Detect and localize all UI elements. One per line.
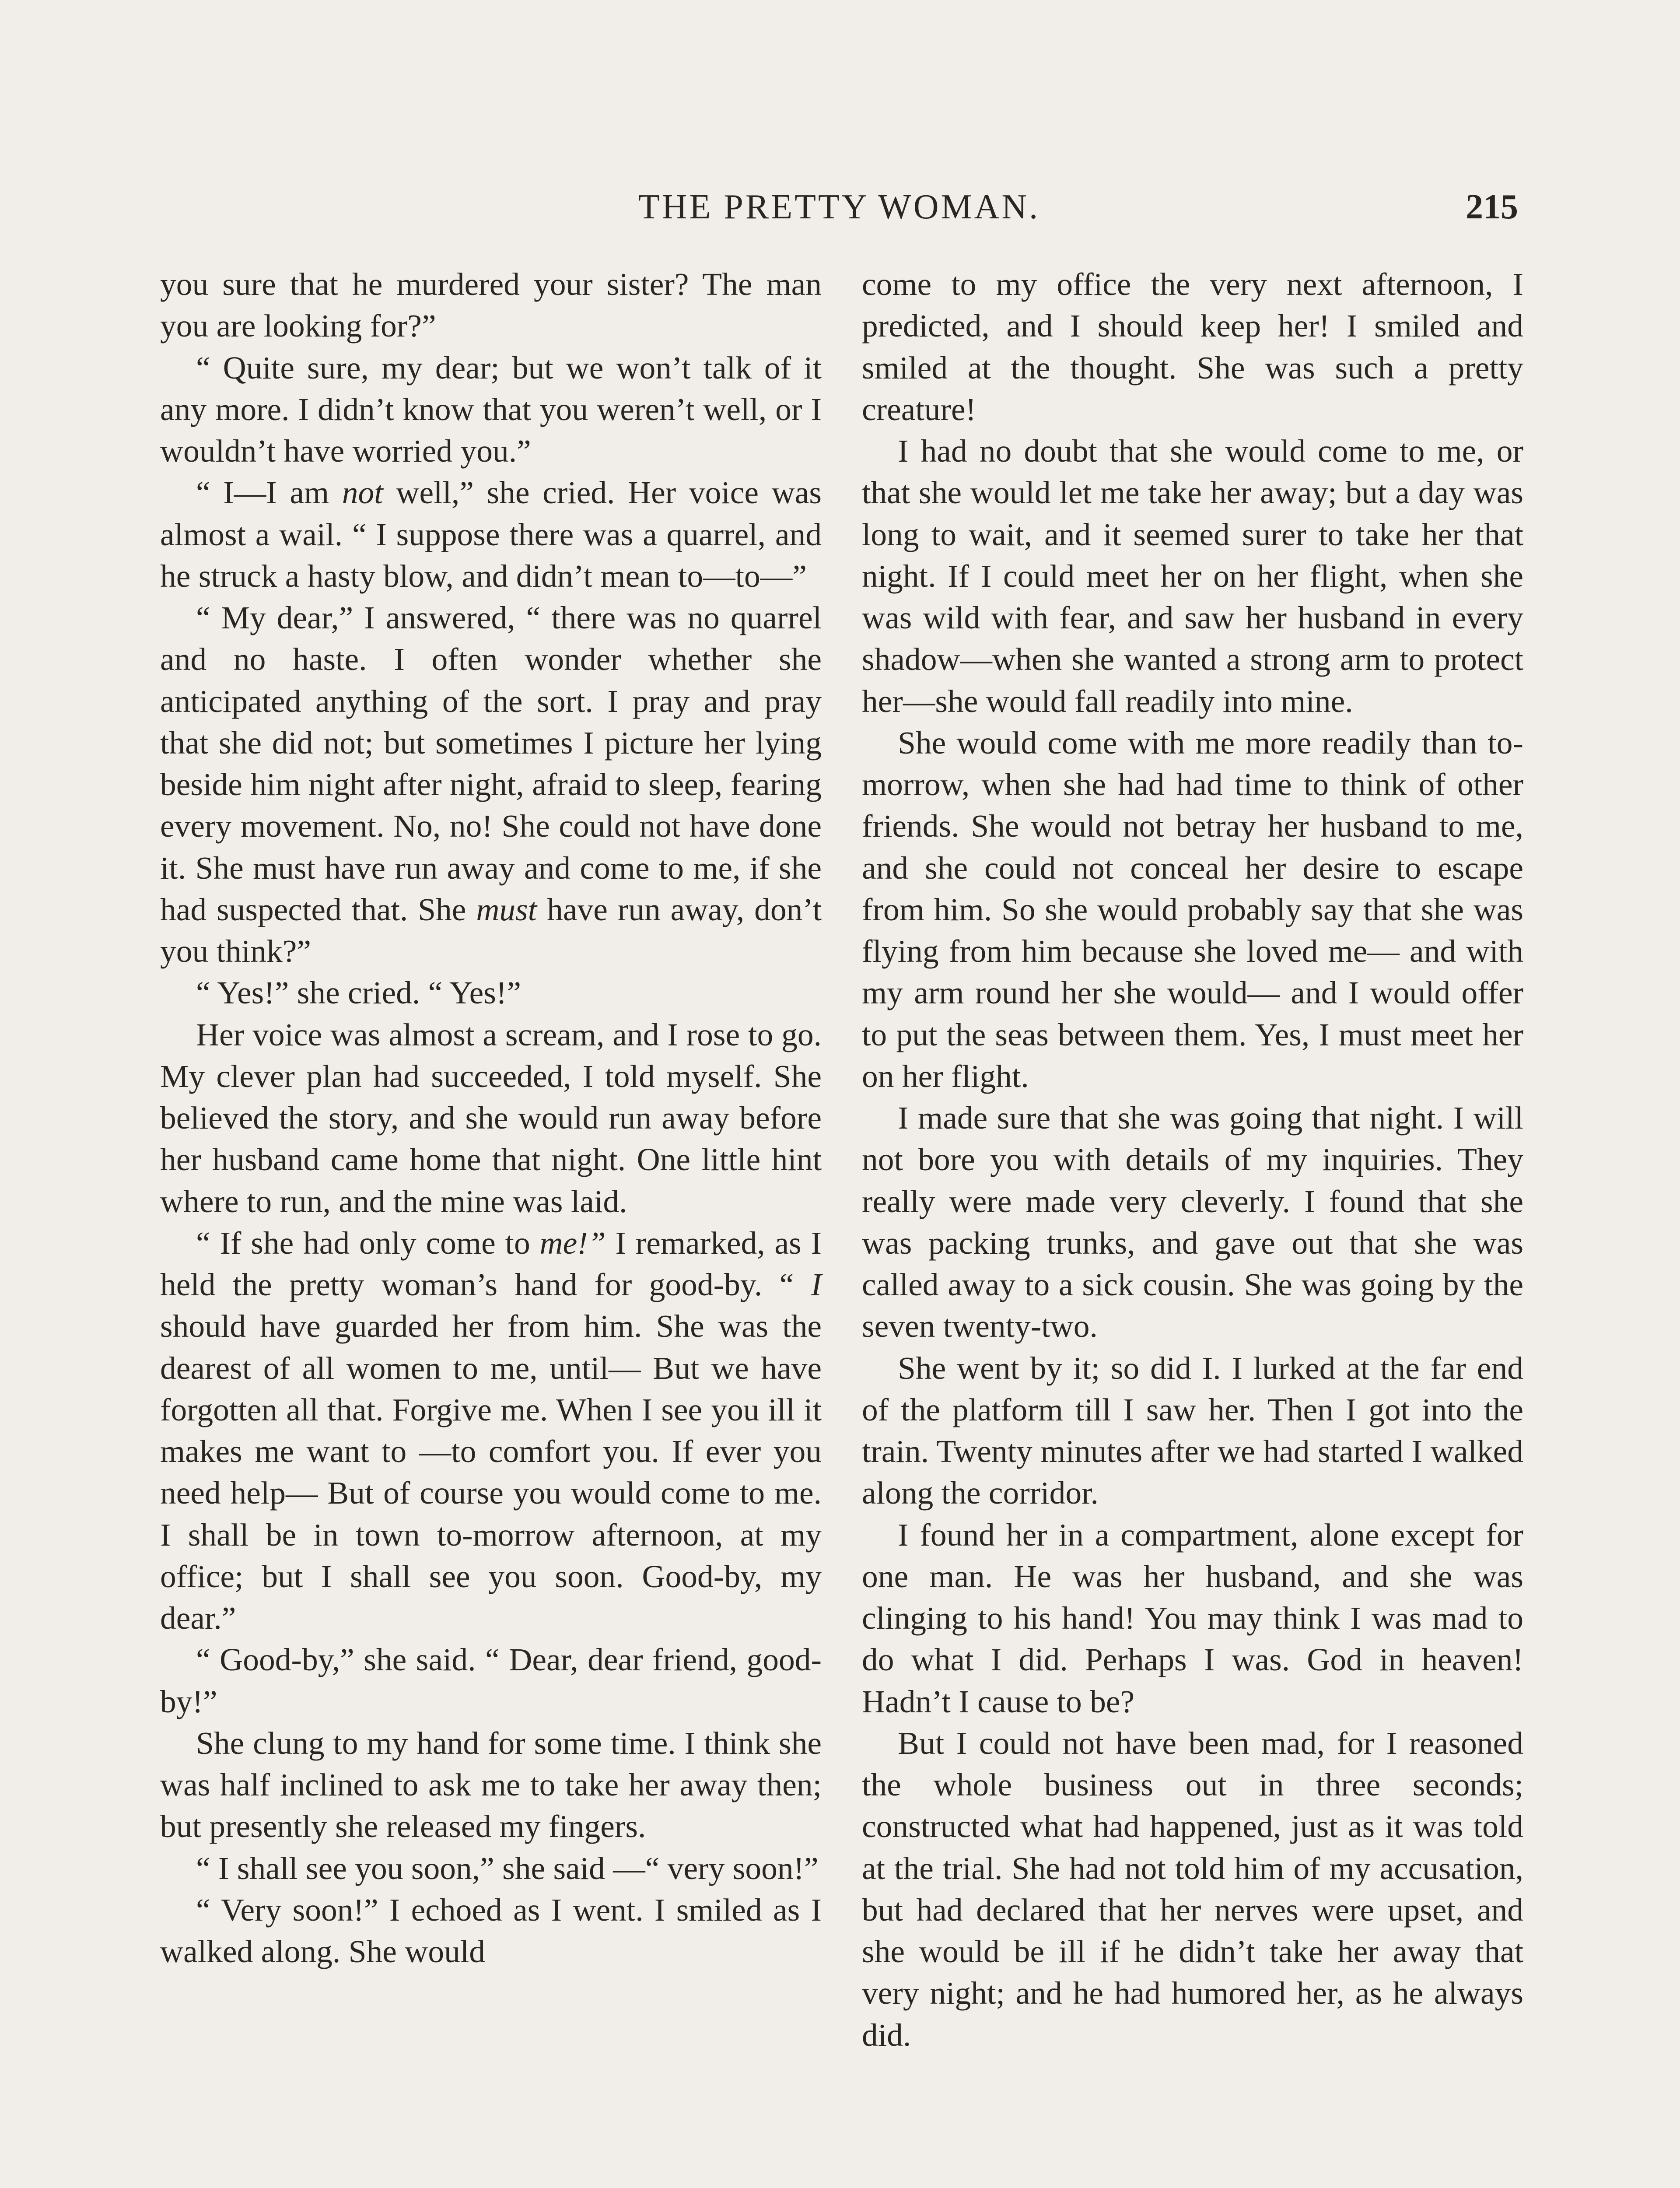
paragraph: Her voice was almost a scream, and I rose to go. My clever plan had succeeded, I told myself. She believed the story, and she would run away before her husband came home that night. One little hint where to run, and the mine was laid. — [160, 1017, 822, 1219]
paragraph: come to my office the very next afternoon, I predicted, and I should keep her! I smiled and smiled at the thought. She was such a pretty creature! — [862, 266, 1523, 427]
paragraph: “ Yes!” she cried. “ Yes!” — [196, 975, 522, 1011]
paragraph: “ Very soon!” I echoed as I went. I smiled as I walked along. She would — [160, 1892, 822, 1969]
paragraph: “ My dear,” I answered, “ there was no quarrel and no haste. I often wonder whether she anticipated anything of the sort. I pray and pray that she did not; but sometimes I picture her lying beside him night after night, afraid to sleep, fearing every movement. No, no! She could not have done it. She must have run away and come to me, if she had suspected that. She must have run away, don’t you think?” — [160, 600, 822, 969]
right-column — [862, 263, 1523, 2056]
page-number: 215 — [1466, 188, 1518, 226]
paragraph: “ I shall see you soon,” she said —“ very soon!” — [196, 1850, 819, 1886]
paragraph: She went by it; so did I. I lurked at the far end of the platform till I saw her. Then I got into the train. Twenty minutes after we had started I walked along the corridor. — [862, 1350, 1523, 1511]
page-header — [160, 183, 1518, 231]
paragraph: She would come with me more readily than to-morrow, when she had had time to think of other friends. She would not betray her husband to me, and she could not conceal her desire to escape from him. So she would probably say that she was flying from him because she loved me— and with my arm round her she would— and I would offer to put the seas between them. Yes, I must meet her on her flight. — [862, 725, 1523, 1094]
paragraph: But I could not have been mad, for I reasoned the whole business out in three seconds; constructed what had happened, just as it was told at the trial. She had not told him of my accusation, but had declared that her nerves were upset, and she would be ill if he didn’t take her away that very night; and he had humored her, as he always did. — [862, 1725, 1523, 2053]
italic-emphasis: I — [811, 1267, 822, 1302]
italic-emphasis: me!” — [539, 1225, 606, 1261]
paragraph: you sure that he murdered your sister? The man you are looking for?” — [160, 266, 822, 344]
italic-emphasis: not — [342, 475, 383, 511]
paragraph: “ Quite sure, my dear; but we won’t talk of it any more. I didn’t know that you weren’t well, or I wouldn’t have worried you.” — [160, 350, 822, 469]
left-column — [160, 263, 822, 1972]
paragraph: “ I—I am not well,” she cried. Her voice was almost a wail. “ I suppose there was a quarrel, and he struck a hasty blow, and didn’t mean to—to—” — [160, 475, 822, 594]
paragraph: I found her in a compartment, alone except for one man. He was her husband, and she was clinging to his hand! You may think I was mad to do what I did. Perhaps I was. God in heaven! Hadn’t I cause to be? — [862, 1517, 1523, 1719]
paragraph: “ If she had only come to me!” I remarked, as I held the pretty woman’s hand for good-by. “ I should have guarded her from him. She was the dearest of all women to me, until— But we have forgotten all that. Forgive me. When I see you ill it makes me want to —to comfort you. If ever you need help— But of course you would come to me. I shall be in town to-morrow afternoon, at my office; but I shall see you soon. Good-by, my dear.” — [160, 1225, 822, 1636]
paragraph: She clung to my hand for some time. I think she was half inclined to ask me to take her away then; but presently she released my fingers. — [160, 1725, 822, 1844]
running-title: THE PRETTY WOMAN. — [638, 188, 1040, 226]
paragraph: “ Good-by,” she said. “ Dear, dear friend, good-by!” — [160, 1642, 822, 1719]
paragraph: I had no doubt that she would come to me, or that she would let me take her away; but a day was long to wait, and it seemed surer to take her that night. If I could meet her on her flight, when she was wild with fear, and saw her husband in every shadow—when she wanted a strong arm to protect her—she would fall readily into mine. — [862, 433, 1523, 719]
paragraph: I made sure that she was going that night. I will not bore you with details of my inquiries. They really were made very cleverly. I found that she was packing trunks, and gave out that she was called away to a sick cousin. She was going by the seven twenty-two. — [862, 1100, 1523, 1344]
italic-emphasis: must — [476, 891, 537, 927]
